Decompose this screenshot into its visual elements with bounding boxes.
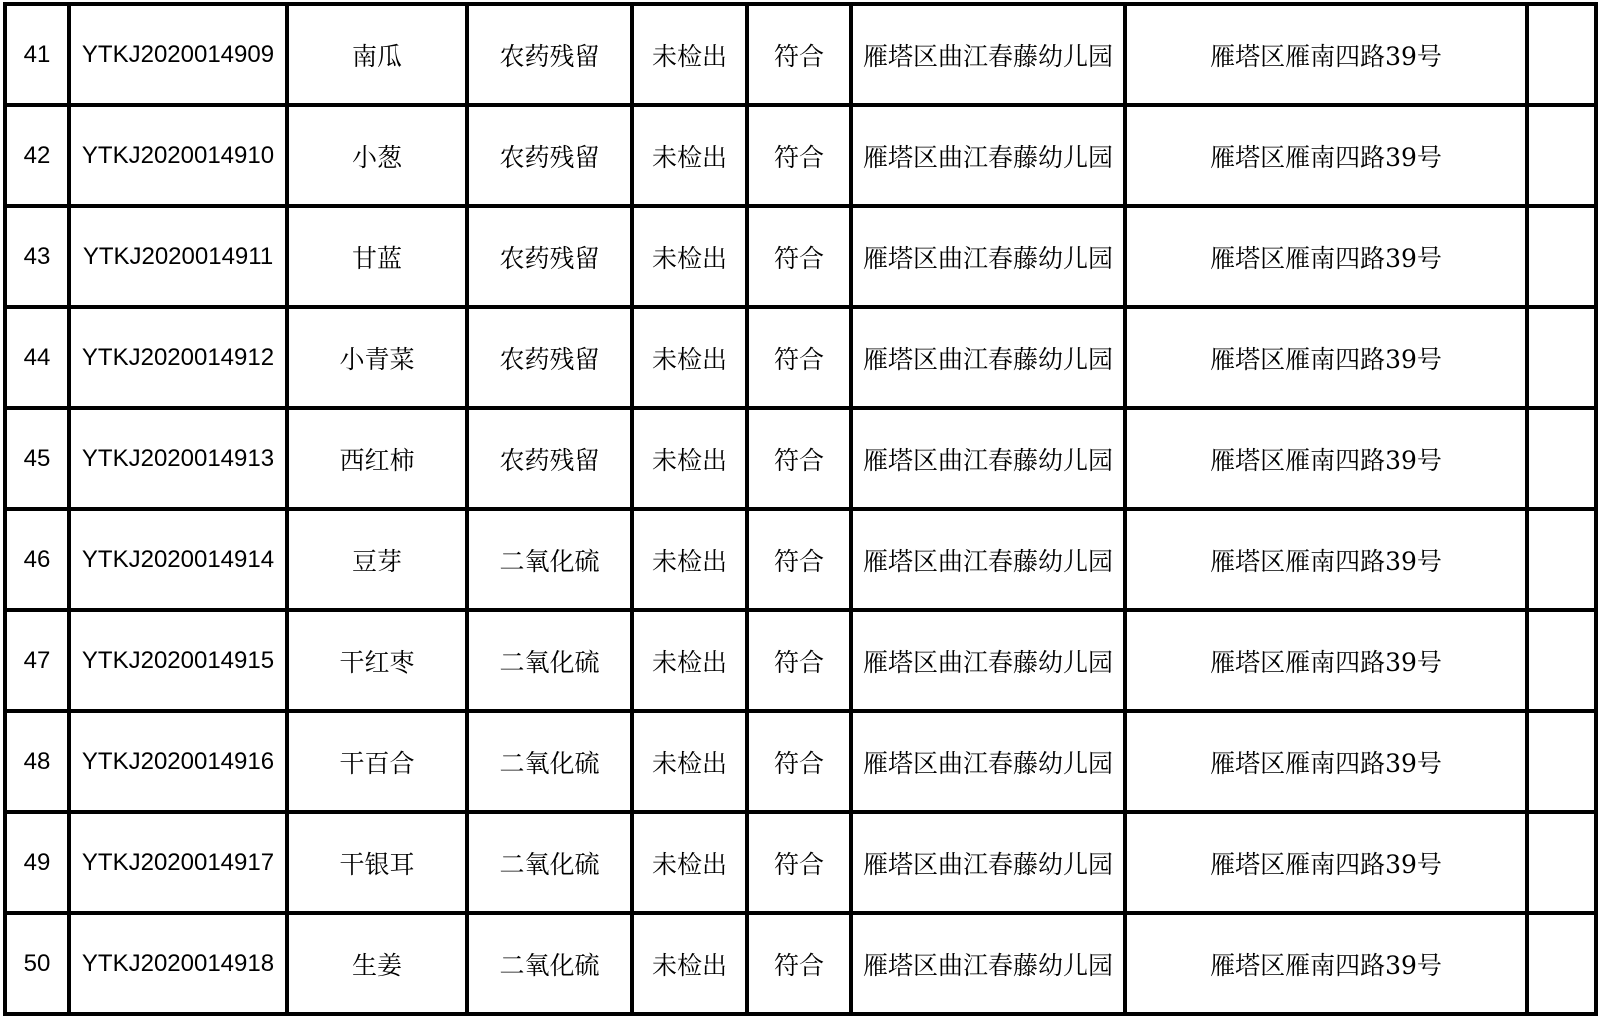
address-cell: 雁塔区雁南四路39号 bbox=[1125, 105, 1527, 206]
test-item-cell: 农药残留 bbox=[467, 307, 632, 408]
address-cell: 雁塔区雁南四路39号 bbox=[1125, 913, 1527, 1014]
conclusion-cell: 符合 bbox=[747, 812, 851, 913]
remark-cell bbox=[1527, 4, 1596, 105]
remark-cell bbox=[1527, 812, 1596, 913]
result-cell: 未检出 bbox=[632, 610, 747, 711]
remark-cell bbox=[1527, 509, 1596, 610]
row-number-cell: 47 bbox=[5, 610, 69, 711]
conclusion-cell: 符合 bbox=[747, 509, 851, 610]
remark-cell bbox=[1527, 307, 1596, 408]
test-item-cell: 二氧化硫 bbox=[467, 509, 632, 610]
address-cell: 雁塔区雁南四路39号 bbox=[1125, 812, 1527, 913]
sample-name-cell: 西红柿 bbox=[287, 408, 467, 509]
remark-cell bbox=[1527, 711, 1596, 812]
table-row bbox=[5, 4, 1596, 105]
test-item-cell: 二氧化硫 bbox=[467, 610, 632, 711]
row-number-cell: 45 bbox=[5, 408, 69, 509]
test-item-cell: 农药残留 bbox=[467, 4, 632, 105]
inspection-results-table bbox=[3, 2, 1598, 1016]
unit-cell: 雁塔区曲江春藤幼儿园 bbox=[851, 4, 1125, 105]
sample-name-cell: 干百合 bbox=[287, 711, 467, 812]
row-number-cell: 48 bbox=[5, 711, 69, 812]
sample-code-cell: YTKJ2020014918 bbox=[69, 913, 287, 1014]
test-item-cell: 农药残留 bbox=[467, 105, 632, 206]
sample-code-cell: YTKJ2020014909 bbox=[69, 4, 287, 105]
address-cell: 雁塔区雁南四路39号 bbox=[1125, 4, 1527, 105]
conclusion-cell: 符合 bbox=[747, 913, 851, 1014]
unit-cell: 雁塔区曲江春藤幼儿园 bbox=[851, 913, 1125, 1014]
table-row bbox=[5, 610, 1596, 711]
sample-code-cell: YTKJ2020014912 bbox=[69, 307, 287, 408]
remark-cell bbox=[1527, 610, 1596, 711]
sample-name-cell: 豆芽 bbox=[287, 509, 467, 610]
table-row bbox=[5, 913, 1596, 1014]
conclusion-cell: 符合 bbox=[747, 711, 851, 812]
conclusion-cell: 符合 bbox=[747, 307, 851, 408]
conclusion-cell: 符合 bbox=[747, 105, 851, 206]
result-cell: 未检出 bbox=[632, 408, 747, 509]
sample-name-cell: 小青菜 bbox=[287, 307, 467, 408]
test-item-cell: 农药残留 bbox=[467, 206, 632, 307]
address-cell: 雁塔区雁南四路39号 bbox=[1125, 307, 1527, 408]
test-item-cell: 农药残留 bbox=[467, 408, 632, 509]
row-number-cell: 46 bbox=[5, 509, 69, 610]
row-number-cell: 44 bbox=[5, 307, 69, 408]
result-cell: 未检出 bbox=[632, 105, 747, 206]
sample-name-cell: 干银耳 bbox=[287, 812, 467, 913]
remark-cell bbox=[1527, 105, 1596, 206]
result-cell: 未检出 bbox=[632, 509, 747, 610]
sample-code-cell: YTKJ2020014915 bbox=[69, 610, 287, 711]
result-cell: 未检出 bbox=[632, 4, 747, 105]
sample-code-cell: YTKJ2020014914 bbox=[69, 509, 287, 610]
result-cell: 未检出 bbox=[632, 711, 747, 812]
conclusion-cell: 符合 bbox=[747, 408, 851, 509]
unit-cell: 雁塔区曲江春藤幼儿园 bbox=[851, 206, 1125, 307]
sample-name-cell: 干红枣 bbox=[287, 610, 467, 711]
conclusion-cell: 符合 bbox=[747, 4, 851, 105]
unit-cell: 雁塔区曲江春藤幼儿园 bbox=[851, 509, 1125, 610]
remark-cell bbox=[1527, 408, 1596, 509]
table-row bbox=[5, 509, 1596, 610]
row-number-cell: 50 bbox=[5, 913, 69, 1014]
table-body bbox=[5, 4, 1596, 1014]
sample-code-cell: YTKJ2020014911 bbox=[69, 206, 287, 307]
result-cell: 未检出 bbox=[632, 913, 747, 1014]
table-row bbox=[5, 206, 1596, 307]
sample-name-cell: 小葱 bbox=[287, 105, 467, 206]
table-row bbox=[5, 307, 1596, 408]
result-cell: 未检出 bbox=[632, 307, 747, 408]
sample-code-cell: YTKJ2020014917 bbox=[69, 812, 287, 913]
row-number-cell: 49 bbox=[5, 812, 69, 913]
test-item-cell: 二氧化硫 bbox=[467, 812, 632, 913]
row-number-cell: 42 bbox=[5, 105, 69, 206]
address-cell: 雁塔区雁南四路39号 bbox=[1125, 408, 1527, 509]
address-cell: 雁塔区雁南四路39号 bbox=[1125, 711, 1527, 812]
unit-cell: 雁塔区曲江春藤幼儿园 bbox=[851, 610, 1125, 711]
sample-name-cell: 南瓜 bbox=[287, 4, 467, 105]
unit-cell: 雁塔区曲江春藤幼儿园 bbox=[851, 711, 1125, 812]
table-row bbox=[5, 408, 1596, 509]
sample-code-cell: YTKJ2020014913 bbox=[69, 408, 287, 509]
remark-cell bbox=[1527, 913, 1596, 1014]
sample-name-cell: 生姜 bbox=[287, 913, 467, 1014]
unit-cell: 雁塔区曲江春藤幼儿园 bbox=[851, 812, 1125, 913]
unit-cell: 雁塔区曲江春藤幼儿园 bbox=[851, 307, 1125, 408]
row-number-cell: 43 bbox=[5, 206, 69, 307]
conclusion-cell: 符合 bbox=[747, 206, 851, 307]
table-row bbox=[5, 105, 1596, 206]
test-item-cell: 二氧化硫 bbox=[467, 711, 632, 812]
remark-cell bbox=[1527, 206, 1596, 307]
table-row bbox=[5, 812, 1596, 913]
address-cell: 雁塔区雁南四路39号 bbox=[1125, 206, 1527, 307]
sample-name-cell: 甘蓝 bbox=[287, 206, 467, 307]
result-cell: 未检出 bbox=[632, 812, 747, 913]
conclusion-cell: 符合 bbox=[747, 610, 851, 711]
result-cell: 未检出 bbox=[632, 206, 747, 307]
unit-cell: 雁塔区曲江春藤幼儿园 bbox=[851, 105, 1125, 206]
address-cell: 雁塔区雁南四路39号 bbox=[1125, 610, 1527, 711]
sample-code-cell: YTKJ2020014910 bbox=[69, 105, 287, 206]
unit-cell: 雁塔区曲江春藤幼儿园 bbox=[851, 408, 1125, 509]
sample-code-cell: YTKJ2020014916 bbox=[69, 711, 287, 812]
test-item-cell: 二氧化硫 bbox=[467, 913, 632, 1014]
table-row bbox=[5, 711, 1596, 812]
address-cell: 雁塔区雁南四路39号 bbox=[1125, 509, 1527, 610]
row-number-cell: 41 bbox=[5, 4, 69, 105]
